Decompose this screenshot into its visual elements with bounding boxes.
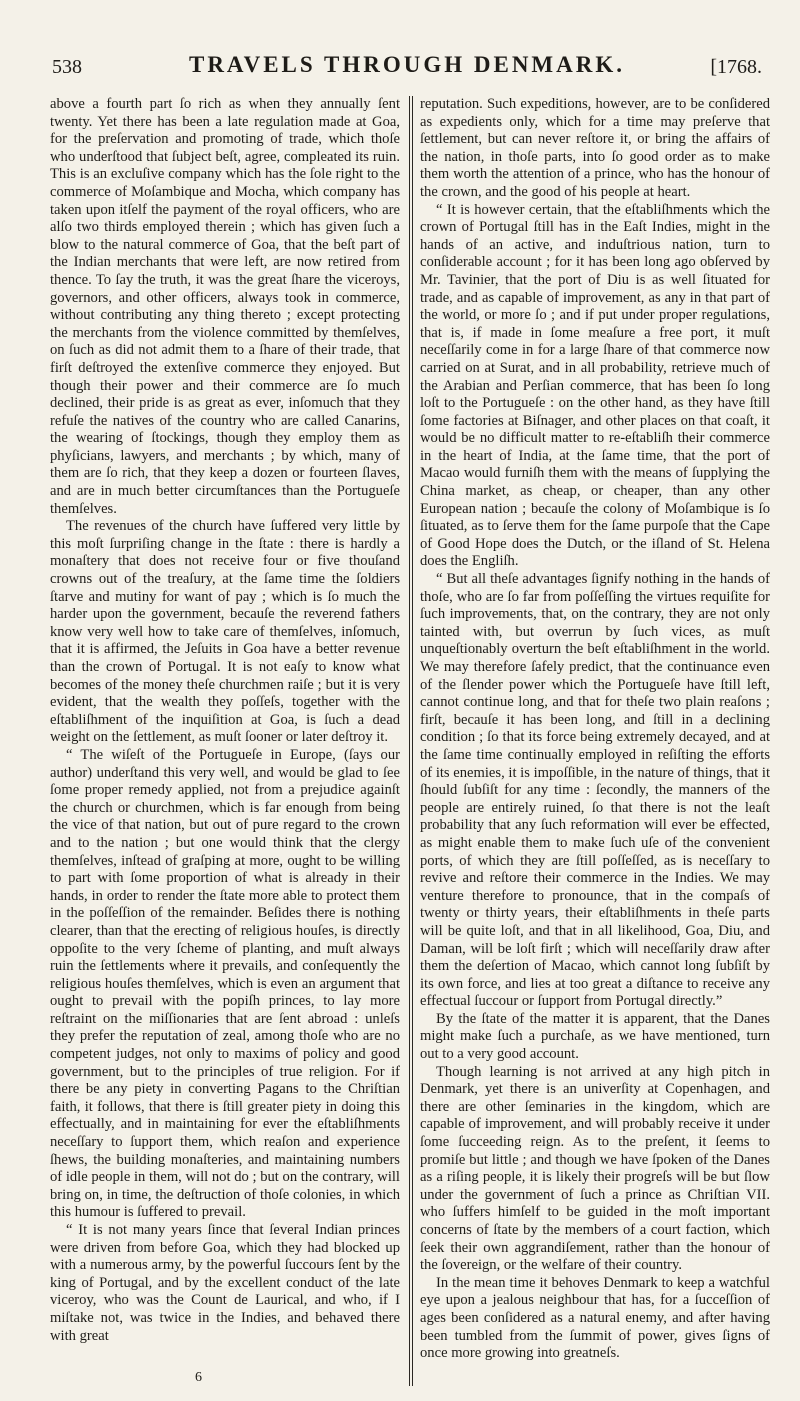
- paragraph: above a fourth part ſo rich as when they annually ſent twenty. Yet there has been a late regulation made at Goa, for the preſervation and promoting of trade, which thoſe who underſtood that ſubject beſt, agree, compleated its ruin. This is an excluſive company which has the ſole right to the commerce of Moſambique and Mocha, which company has taken upon itſelf the payment of the royal officers, who are alſo two thirds employed therein ; which has given ſuch a blow to the natural commerce of Goa, that the beſt part of the Indian merchants that were left, are now retired from thence. To ſay the truth, it was the great ſhare the viceroys, governors, and other officers, always took in commerce, without contributing any thing thereto ; except protecting the merchants from the violence committed by themſelves, on ſuch as did not admit them to a ſhare of their trade, that firſt deſtroyed the extenſive commerce they enjoyed. But though their power and their commerce are ſo much declined, their pride is as great as ever, inſomuch that they refuſe the natives of the country who are called Canarins, the wearing of ſtockings, though they employ them as phyſicians, lawyers, and merchants ; by which, many of them are ſo rich, that they keep a dozen or fourteen ſlaves, and are in much better circumſtances than the Portugueſe themſelves.: [50, 96, 400, 517]
- page-header: [52, 52, 762, 92]
- paragraph: reputation. Such expeditions, however, are to be conſidered as expedients only, which for a time may preſerve that ſettlement, but can never reſtore it, or bring the affairs of the nation, in thoſe parts, into ſo good order as to make them worth the attention of a prince, who has the honour of the crown, and the good of his people at heart.: [420, 96, 770, 200]
- left-column: [50, 96, 400, 1396]
- paragraph: “ The wiſeſt of the Portugueſe in Europe, (ſays our author) underſtand this very well, and would be glad to ſee ſome proper remedy applied, not from a prejudice againſt the church or churchmen, which is far enough from being the vice of that nation, but out of pure regard to the crown and to the nation ; but one would think that the clergy themſelves, inſtead of graſping at more, ought to be willing to part with ſome proportion of what is already in their hands, in order to render the ſtate more able to protect them in the poſſeſſion of the remainder. Beſides there is nothing clearer, than that the erecting of religious houſes, is directly oppoſite to the very ſcheme of planting, and muſt always ruin the ſettlements where it prevails, and conſequently the religious houſes themſelves, which is even an argument that ought to prevail with the popiſh princes, to lay more reſtraint on the miſſionaries that are ſent abroad : unleſs they prefer the reputation of zeal, among thoſe who are no competent judges, not only to maxims of policy and good government, but to the principles of true religion. For if there be any piety in converting Pagans to the Chriſtian faith, it follows, that there is ſtill greater piety in doing this effectually, and in maintaining for ever the eſtabliſhments neceſſary to ſupport them, which reaſon and experience ſhews, the building monaſteries, and maintaining numbers of idle people in them, will not do ; but on the contrary, will bring on, in time, the deſtruction of thoſe colonies, in which this humour is ſuffered to prevail.: [50, 746, 400, 1221]
- paragraph: “ It is not many years ſince that ſeveral Indian princes were driven from before Goa, which they had blocked up with a numerous army, by the powerful ſuccours ſent by the king of Portugal, and by the excellent conduct of the late viceroy, who was the Count de Laurical, and who, if I miſtake not, was twice in the Indies, and behaved there with great: [50, 1222, 400, 1344]
- running-title: TRAVELS THROUGH DENMARK.: [188, 52, 625, 77]
- paragraph: “ But all theſe advantages ſignify nothing in the hands of thoſe, who are ſo far from poſſeſſing the virtues requiſite for ſuch improvements, that, on the contrary, they are not only tainted with, but overrun by ſuch vices, as muſt unqueſtionably overturn the beſt eſtabliſhment in the world. We may therefore ſafely predict, that the continuance even of the ſlender power which the Portugueſe have ſtill left, cannot continue long, and that for theſe two plain reaſons ; firſt, becauſe it has been long, and ſtill in a declining condition ; ſo that its force being extremely decayed, and at the ſame time continually employed in reſiſting the efforts of its enemies, it is impoſſible, in the nature of things, that it ſhould ſubſiſt for any time : ſecondly, the manners of the people are entirely ruined, ſo that there is not the leaſt probability that any ſuch reformation will ever be effected, as might enable them to make ſuch uſe of the convenient ports, of which they are ſtill poſſeſſed, as is neceſſary to revive and reſtore their commerce in the Indies. We may venture therefore to pronounce, that in the compaſs of twenty or thirty years, their eſtabliſhments in theſe parts will be quite loſt, and that in all likelihood, Goa, Diu, and Daman, will be loſt firſt ; which will neceſſarily draw after them the deſertion of Macao, which cannot long ſubſiſt by its own force, and lies at too great a diſtance to receive any effectual ſuccour or ſupport from Portugal directly.”: [420, 571, 770, 1010]
- column-divider: [409, 96, 410, 1386]
- signature-mark: 6: [195, 1370, 202, 1385]
- paragraph: Though learning is not arrived at any high pitch in Denmark, yet there is an univerſity at Copenhagen, and there are other ſeminaries in the kingdom, which are capable of improvement, and will probably receive it under ſome ſucceeding reign. As to the preſent, it ſeems to promiſe but little ; and though we have ſpoken of the Danes as a riſing people, it is likely their progreſs will be but ſlow under the government of ſuch a prince as Chriſtian VII. who ſuffers himſelf to be guided in the moſt important concerns of ſtate by the members of a court faction, which ſeek their own aggrandiſement, rather than the honour of the ſovereign, or the welfare of their country.: [420, 1063, 770, 1274]
- paragraph: The revenues of the church have ſuffered very little by this moſt ſurpriſing change in the ſtate : there is hardly a monaſtery that does not receive four or five thouſand crowns out of the treaſury, at the ſame time the ſoldiers ſtarve and mutiny for want of pay ; which is ſo much the harder upon the government, becauſe the reverend fathers know very well how to take care of themſelves, inſomuch, that it is affirmed, the Jeſuits in Goa have a better revenue than the crown of Portugal. It is not eaſy to know what becomes of the money theſe churchmen raiſe ; but it is very evident, that the wealth they poſſeſs, together with the eſtabliſhment of the inquiſition at Goa, is ſuch a dead weight on the ſettlement, as muſt ſooner or later deſtroy it.: [50, 518, 400, 746]
- header-year: [1768.: [710, 56, 762, 78]
- right-column: [420, 96, 770, 1396]
- page-number: 538: [52, 56, 82, 78]
- paragraph: By the ſtate of the matter it is apparent, that the Danes might make ſuch a purchaſe, as we have mentioned, turn out to a very good account.: [420, 1010, 770, 1063]
- paragraph: “ It is however certain, that the eſtabliſhments which the crown of Portugal ſtill has in the Eaſt Indies, might in the hands of an active, and induſtrious nation, turn to conſiderable account ; for it has been long ago obſerved by Mr. Tavinier, that the port of Diu is as well ſituated for trade, and as capable of improvement, as any in that part of the world, or more ſo ; and if put under proper regulations, that is, if made in ſome meaſure a free port, it muſt neceſſarily come in for a large ſhare of that commerce now carried on at Surat, and in all probability, retrieve much of the Arabian and Perſian commerce, that has been ſo long loſt to the Portugueſe : on the other hand, as they have ſtill ſome factories at Biſnager, and other places on that coaſt, it would be no difficult matter to re-eſtabliſh their commerce in the heart of India, at the ſame time, that the port of Macao would furniſh them with the means of ſupplying the China market, as cheap, or cheaper, than any other European nation ; becauſe the colony of Moſambique is ſo ſituated, as to ſerve them for the ſame purpoſe that the Cape of Good Hope does the Dutch, or the iſland of St. Helena does the Engliſh.: [420, 201, 770, 570]
- paragraph: In the mean time it behoves Denmark to keep a watchful eye upon a jealous neighbour that has, for a ſucceſſion of ages been conſidered as a natural enemy, and after having been tumbled from the ſummit of power, gives ſigns of once more growing into greatneſs.: [420, 1274, 770, 1362]
